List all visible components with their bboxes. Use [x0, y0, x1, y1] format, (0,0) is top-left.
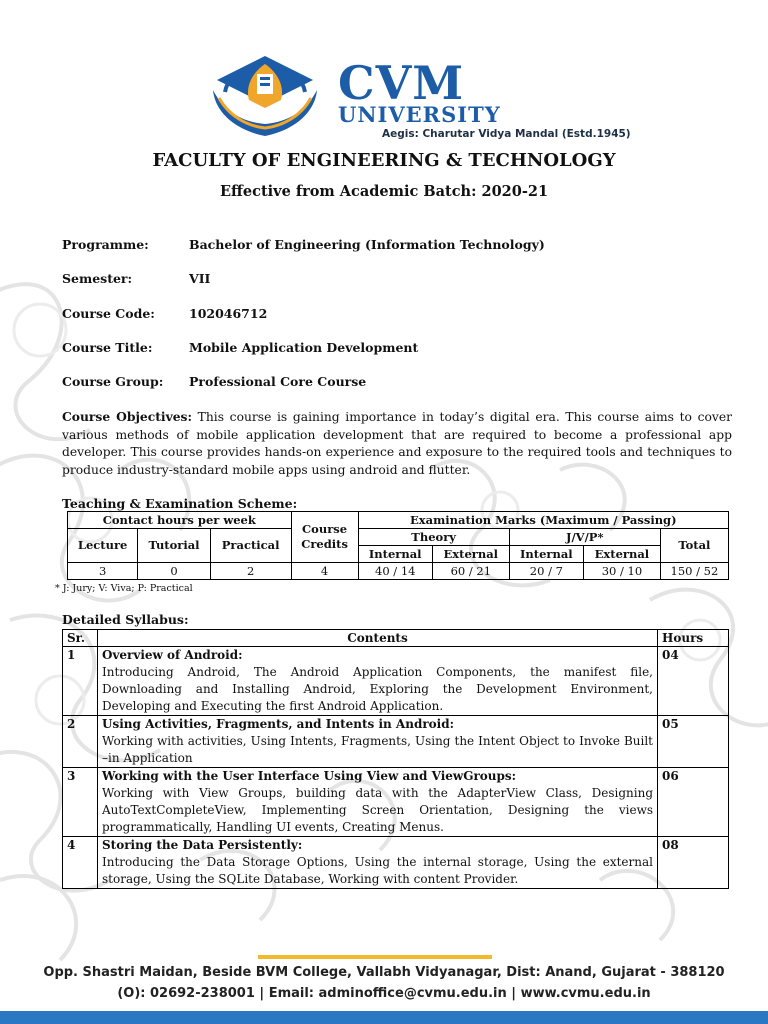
unit-sr: 2 — [63, 716, 98, 768]
objectives-label: Course Objectives: — [62, 409, 193, 424]
info-label: Course Code: — [62, 306, 155, 321]
scheme-title: Teaching & Examination Scheme: — [62, 496, 298, 511]
theory-internal-header: Internal — [358, 546, 432, 563]
lecture-value: 3 — [68, 563, 138, 580]
info-course-group — [62, 374, 366, 389]
col-sr: Sr. — [63, 630, 98, 647]
info-programme — [62, 237, 545, 252]
table-row — [63, 716, 729, 768]
jvp-internal-header: Internal — [509, 546, 583, 563]
footer-divider — [258, 955, 492, 959]
objectives-text: This course is gaining importance in today’s digital era. This course aims to cover various methods of mobile application development that are required to become a professional app developer. This course provides hands-on experience and exposure to the required tools and techniques to produce industry-standard mobile apps using android and flutter. — [62, 410, 732, 477]
col-contents: Contents — [98, 630, 658, 647]
university-logo — [205, 52, 325, 144]
col-hours: Hours — [658, 630, 729, 647]
info-course-code — [62, 306, 267, 321]
unit-title: Storing the Data Persistently: — [102, 838, 303, 852]
unit-sr: 4 — [63, 837, 98, 889]
scheme-footnote: * J: Jury; V: Viva; P: Practical — [55, 583, 193, 594]
course-credits-header: Course Credits — [291, 512, 358, 563]
info-course-title — [62, 340, 418, 355]
info-value: Professional Core Course — [189, 374, 367, 389]
unit-desc: Introducing Android, The Android Application Components, the manifest file, Downloading and Installing Android, Exploring the Development Environment, Developing and Executing the first Android Application. — [102, 665, 653, 713]
unit-desc: Working with activities, Using Intents, Fragments, Using the Intent Object to Invoke Built –in Application — [102, 734, 653, 765]
info-value: Mobile Application Development — [189, 340, 419, 355]
jvp-internal-value: 20 / 7 — [509, 563, 583, 580]
info-value: 102046712 — [189, 306, 268, 321]
faculty-title: FACULTY OF ENGINEERING & TECHNOLOGY — [152, 150, 616, 171]
brand-aegis: Aegis: Charutar Vidya Mandal (Estd.1945) — [382, 128, 631, 140]
scheme-table — [67, 511, 729, 580]
lecture-header: Lecture — [68, 529, 138, 563]
table-row — [63, 647, 729, 716]
unit-hours: 06 — [658, 768, 729, 837]
unit-sr: 3 — [63, 768, 98, 837]
jvp-external-value: 30 / 10 — [584, 563, 661, 580]
brand-sub: UNIVERSITY — [338, 102, 501, 127]
theory-external-header: External — [432, 546, 509, 563]
unit-desc: Working with View Groups, building data with the AdapterView Class, Designing AutoTextCompleteView, Implementing Screen Orientation, Designing the views programmatically, Handling UI events, Creating Menus. — [102, 786, 653, 834]
exam-marks-header: Examination Marks (Maximum / Passing) — [358, 512, 728, 529]
unit-title: Working with the User Interface Using View and ViewGroups: — [102, 769, 517, 783]
unit-hours: 04 — [658, 647, 729, 716]
brand-name: CVM — [338, 56, 465, 110]
jvp-external-header: External — [584, 546, 661, 563]
footer-address: Opp. Shastri Maidan, Beside BVM College, Vallabh Vidyanagar, Dist: Anand, Gujarat - 388120 — [43, 965, 725, 980]
info-semester — [62, 271, 210, 286]
info-value: Bachelor of Engineering (Information Technology) — [189, 237, 545, 252]
info-label: Semester: — [62, 271, 133, 286]
table-row — [63, 837, 729, 889]
theory-internal-value: 40 / 14 — [358, 563, 432, 580]
total-value: 150 / 52 — [660, 563, 728, 580]
theory-header: Theory — [358, 529, 509, 546]
theory-external-value: 60 / 21 — [432, 563, 509, 580]
practical-value: 2 — [210, 563, 291, 580]
brand-block — [338, 56, 631, 140]
footer-contact: (O): 02692-238001 | Email: adminoffice@cvmu.edu.in | www.cvmu.edu.in — [117, 986, 651, 1001]
unit-title: Using Activities, Fragments, and Intents in Android: — [102, 717, 455, 731]
unit-desc: Introducing the Data Storage Options, Using the internal storage, Using the external storage, Using the SQLite Database, Working with content Provider. — [102, 855, 653, 886]
course-objectives — [62, 408, 732, 479]
info-label: Programme: — [62, 237, 149, 252]
practical-header: Practical — [210, 529, 291, 563]
effective-batch: Effective from Academic Batch: 2020-21 — [219, 183, 549, 200]
jvp-header: J/V/P* — [509, 529, 660, 546]
tutorial-header: Tutorial — [138, 529, 210, 563]
unit-hours: 08 — [658, 837, 729, 889]
credits-value: 4 — [291, 563, 358, 580]
unit-hours: 05 — [658, 716, 729, 768]
info-value: VII — [189, 271, 211, 286]
info-label: Course Group: — [62, 374, 164, 389]
table-row — [63, 768, 729, 837]
total-header: Total — [660, 529, 728, 563]
contact-hours-header: Contact hours per week — [68, 512, 292, 529]
tutorial-value: 0 — [138, 563, 210, 580]
unit-title: Overview of Android: — [102, 648, 243, 662]
unit-sr: 1 — [63, 647, 98, 716]
info-label: Course Title: — [62, 340, 153, 355]
footer-bar — [0, 1011, 768, 1024]
syllabus-table — [62, 629, 729, 889]
syllabus-title: Detailed Syllabus: — [62, 612, 189, 627]
